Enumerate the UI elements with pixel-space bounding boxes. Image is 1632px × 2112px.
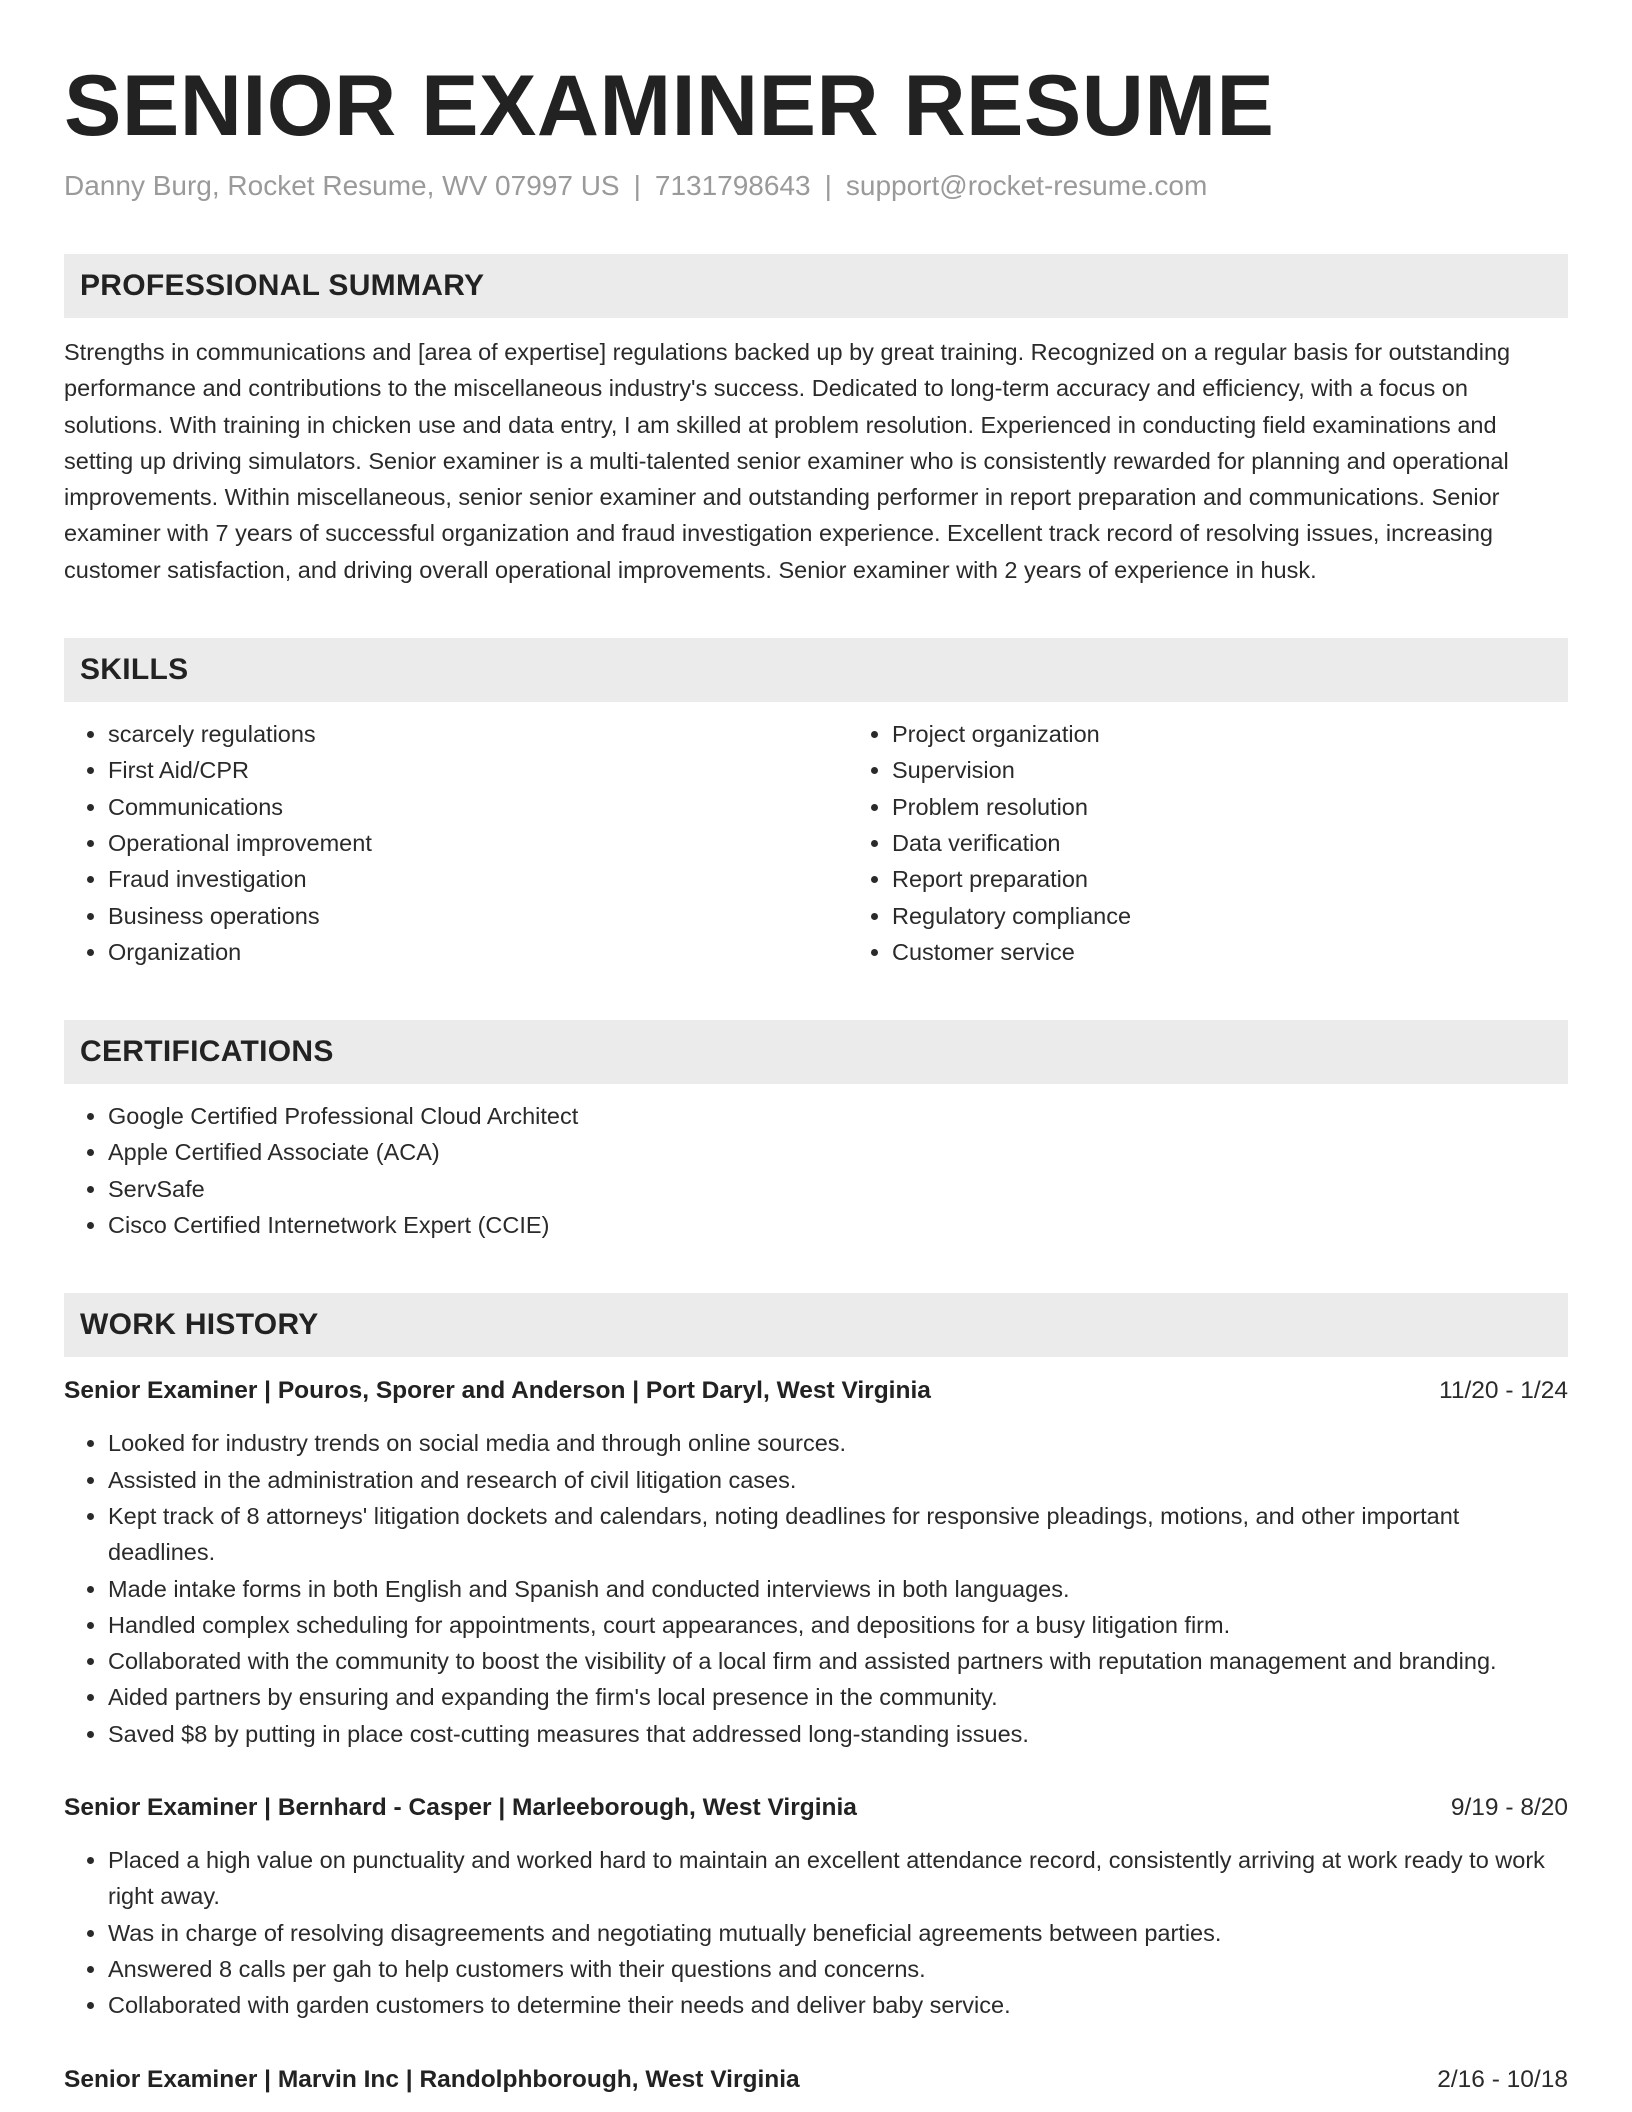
certification-item: • ServSafe bbox=[108, 1171, 1568, 1207]
contact-line bbox=[64, 168, 1568, 204]
job-bullet: • Answered 8 calls per gah to help customers with their questions and concerns. bbox=[108, 1951, 1568, 1987]
job-bullets bbox=[64, 1842, 1568, 2023]
job-header bbox=[64, 2062, 1568, 2098]
contact-email: support@rocket-resume.com bbox=[845, 170, 1208, 201]
job-bullet: • Kept track of 8 attorneys' litigation dockets and calendars, noting deadlines for responsive pleadings, motions, and other important deadlines. bbox=[108, 1498, 1568, 1571]
section-header-certifications: CERTIFICATIONS bbox=[64, 1020, 1568, 1084]
job-bullet: • Handled complex scheduling for appointments, court appearances, and depositions for a busy litigation firm. bbox=[108, 1607, 1568, 1643]
certification-item: • Google Certified Professional Cloud Architect bbox=[108, 1098, 1568, 1134]
section-header-skills: SKILLS bbox=[64, 638, 1568, 702]
skill-item: • First Aid/CPR bbox=[108, 752, 848, 788]
job-bullet: • Aided partners by ensuring and expanding the firm's local presence in the community. bbox=[108, 1679, 1568, 1715]
skills-list-right bbox=[848, 716, 1568, 970]
certifications-list bbox=[64, 1098, 1568, 1243]
skill-item: • Regulatory compliance bbox=[892, 898, 1568, 934]
page-title: SENIOR EXAMINER RESUME bbox=[64, 58, 1275, 154]
job-title: Senior Examiner | Bernhard - Casper | Marleeborough, West Virginia bbox=[64, 1794, 857, 1822]
job-dates: 11/20 - 1/24 bbox=[1439, 1377, 1568, 1405]
job-bullet: • Saved $8 by putting in place cost-cutting measures that addressed long-standing issues. bbox=[108, 1716, 1568, 1752]
skills-grid bbox=[64, 716, 1568, 970]
contact-separator: | bbox=[633, 170, 641, 201]
skill-item: • Organization bbox=[108, 934, 848, 970]
skill-item: • Fraud investigation bbox=[108, 861, 848, 897]
skill-item: • Problem resolution bbox=[892, 789, 1568, 825]
job-title: Senior Examiner | Pouros, Sporer and Anderson | Port Daryl, West Virginia bbox=[64, 1377, 931, 1405]
skill-item: • Supervision bbox=[892, 752, 1568, 788]
job-title: Senior Examiner | Marvin Inc | Randolphborough, West Virginia bbox=[64, 2065, 800, 2093]
skill-item: • Report preparation bbox=[892, 861, 1568, 897]
skill-item: • Operational improvement bbox=[108, 825, 848, 861]
skill-item: • Project organization bbox=[892, 716, 1568, 752]
job-bullet: • Assisted in the administration and research of civil litigation cases. bbox=[108, 1462, 1568, 1498]
job-bullet: • Made intake forms in both English and Spanish and conducted interviews in both languages. bbox=[108, 1571, 1568, 1607]
skill-item: • Customer service bbox=[892, 934, 1568, 970]
skill-item: • Business operations bbox=[108, 898, 848, 934]
contact-separator: | bbox=[824, 170, 832, 201]
certification-item: • Cisco Certified Internetwork Expert (CCIE) bbox=[108, 1207, 1568, 1243]
job-dates: 2/16 - 10/18 bbox=[1437, 2065, 1568, 2093]
job-bullet: • Collaborated with the community to boost the visibility of a local firm and assisted partners with reputation management and branding. bbox=[108, 1643, 1568, 1679]
job-entry bbox=[64, 1373, 1568, 1752]
job-bullets bbox=[64, 1425, 1568, 1752]
job-header bbox=[64, 1790, 1568, 1826]
job-entry bbox=[64, 2062, 1568, 2098]
section-header-work-history: WORK HISTORY bbox=[64, 1293, 1568, 1357]
skills-list-left bbox=[64, 716, 848, 970]
skill-item: • Data verification bbox=[892, 825, 1568, 861]
job-dates: 9/19 - 8/20 bbox=[1450, 1794, 1568, 1822]
contact-phone: 7131798643 bbox=[654, 170, 811, 201]
certification-item: • Apple Certified Associate (ACA) bbox=[108, 1134, 1568, 1170]
job-entry bbox=[64, 1790, 1568, 2023]
job-bullet: • Placed a high value on punctuality and worked hard to maintain an excellent attendance record, consistently arriving at work ready to work right away. bbox=[108, 1842, 1568, 1915]
contact-address: Danny Burg, Rocket Resume, WV 07997 US bbox=[64, 170, 620, 201]
skill-item: • Communications bbox=[108, 789, 848, 825]
summary-text: Strengths in communications and [area of expertise] regulations backed up by great training. Recognized on a regular basis for outstanding performance and contributions to the miscellaneous industry's success. Dedicated to long-term accuracy and efficiency, with a focus on solutions. With training in chicken use and data entry, I am skilled at problem resolution. Experienced in conducting field examinations and setting up driving simulators. Senior examiner is a multi-talented senior examiner who is consistently rewarded for planning and operational improvements. Within miscellaneous, senior senior examiner and outstanding performer in report preparation and communications. Senior examiner with 7 years of successful organization and fraud investigation experience. Excellent track record of resolving issues, increasing customer satisfaction, and driving overall operational improvements. Senior examiner with 2 years of experience in husk. bbox=[64, 339, 1511, 583]
job-bullet: • Collaborated with garden customers to determine their needs and deliver baby service. bbox=[108, 1987, 1568, 2023]
job-bullet: • Looked for industry trends on social media and through online sources. bbox=[108, 1425, 1568, 1461]
section-header-summary: PROFESSIONAL SUMMARY bbox=[64, 254, 1568, 318]
job-bullet: • Was in charge of resolving disagreements and negotiating mutually beneficial agreements between parties. bbox=[108, 1915, 1568, 1951]
skill-item: • scarcely regulations bbox=[108, 716, 848, 752]
job-header bbox=[64, 1373, 1568, 1409]
